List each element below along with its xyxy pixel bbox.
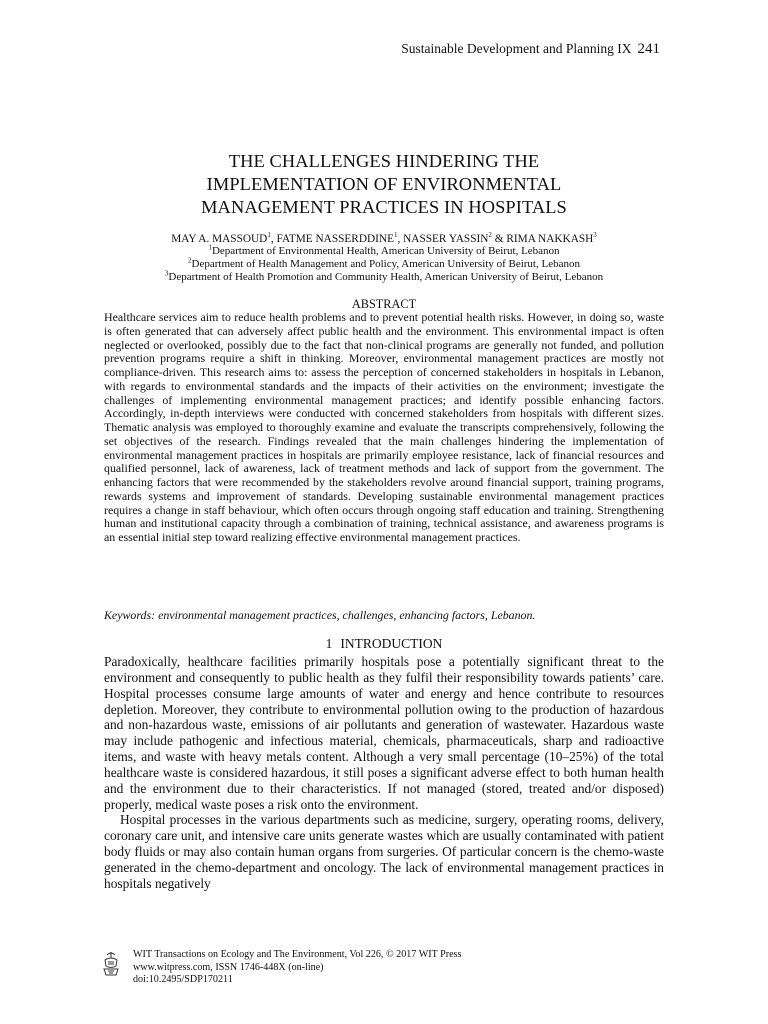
author-name: RIMA NAKKASH (506, 233, 594, 245)
keywords (104, 608, 664, 622)
footer-line: www.witpress.com, ISSN 1746-448X (on-line) (133, 961, 324, 973)
author-separator: , (270, 233, 277, 245)
author-separator: , (397, 233, 404, 245)
title-line: MANAGEMENT PRACTICES IN HOSPITALS (201, 197, 567, 217)
affiliation-text: Department of Health Promotion and Community Health, American University of Beirut, Lebanon (168, 271, 604, 283)
abstract-heading: ABSTRACT (351, 297, 417, 311)
title-line: THE CHALLENGES HINDERING THE (228, 151, 540, 171)
title-line: IMPLEMENTATION OF ENVIRONMENTAL (206, 174, 562, 194)
author-separator: & (491, 233, 507, 245)
section-title: INTRODUCTION (340, 636, 443, 651)
author-affiliation-mark: 2 (488, 231, 492, 240)
abstract-text: Healthcare services aim to reduce health problems and to prevent potential health risks. However, in doing so, waste is often generated that can adversely affect public health and the environment. This environmental impact is often neglected or overlooked, possibly due to the fact that non-clinical programs are generally not funded, and pollution prevention programs require a shift in thinking. Moreover, environmental management practices are mostly not compliance-driven. This research aims to: assess the perception of concerned stakeholders in hospitals in Lebanon, with regards to environmental standards and the impacts of their activities on the environment; investigate the challenges of implementing environmental management practices; and identify possible enhancing factors. Accordingly, in-depth interviews were conducted with concerned stakeholders from hospitals with different sizes. Thematic analysis was employed to thoroughly examine and evaluate the transcripts comprehensively, following the set objectives of the research. Findings revealed that the main challenges hindering the implementation of environmental management practices in hospitals are primarily employee resistance, lack of financial resources and qualified personnel, lack of awareness, lack of treatment methods and lack of support from the government. The enhancing factors that were recommended by the stakeholders revolve around financial support, training programs, rewards systems and improvement of standards. Developing sustainable environmental management practices requires a change in staff behaviour, which often occurs through ongoing staff education and training. Strengthening human and institutional capacity through a combination of training, technical assistance, and awareness programs is an essential initial step toward realizing effective environmental management practices. (104, 310, 664, 544)
affiliation-text: Department of Environmental Health, American University of Beirut, Lebanon (211, 245, 560, 257)
introduction-body (104, 654, 664, 892)
author-affiliation-mark: 1 (267, 231, 271, 240)
affiliation-mark: 2 (188, 256, 192, 265)
body-paragraph: Paradoxically, healthcare facilities primarily hospitals pose a potentially significant threat to the environment and consequently to public health as they fulfil their responsibility towards patients’ care. Hospital processes consume large amounts of water and energy and hence contribute to resources depletion. Moreover, they contribute to environmental pollution owing to the production of hazardous and non-hazardous waste, emissions of air pollutants and generation of wastewater. Hazardous waste may include pathogenic and infectious material, chemicals, pharmaceuticals, sharp and radioactive items, and waste with heavy metals content. Although a very small percentage (10–25%) of the total healthcare waste is considered hazardous, it still poses a significant adverse effect to both human health and the environment due to their characteristics. If not managed (stored, treated and/or disposed) properly, medical waste poses a risk onto the environment. (104, 654, 664, 812)
wit-press-logo-icon (101, 950, 121, 978)
affiliation (104, 258, 664, 272)
footer-line: WIT Transactions on Ecology and The Environment, Vol 226, © 2017 WIT Press (133, 949, 462, 960)
author-name: MAY A. MASSOUD (171, 233, 268, 245)
author-affiliation-mark: 1 (393, 231, 398, 240)
section-number: 1 (325, 636, 333, 651)
author-name: NASSER YASSIN (403, 233, 489, 245)
footer-line: doi:10.2495/SDP170211 (133, 974, 233, 985)
author-affiliation-mark: 3 (593, 231, 597, 240)
keywords-label: Keywords: (104, 608, 156, 622)
affiliation-mark: 3 (164, 269, 169, 278)
running-head (401, 41, 660, 58)
journal-name: Sustainable Development and Planning IX (401, 41, 632, 56)
keywords-text: environmental management practices, challenges, enhancing factors, Lebanon. (158, 608, 536, 622)
affiliation-text: Department of Health Management and Policy, American University of Beirut, Lebanon (191, 258, 580, 270)
paper-title (104, 150, 664, 219)
footer-citation (133, 949, 461, 987)
affiliation (104, 271, 664, 285)
body-paragraph: Hospital processes in the various departments such as medicine, surgery, operating rooms, delivery, coronary care unit, and intensive care units generate wastes which are usually contaminated with patient body fluids or may also contain human organs from surgeries. Of particular concern is the chemo-waste generated in the chemo-department and oncology. The lack of environmental management practices in hospitals negatively (104, 812, 664, 891)
author-name: FATME NASSERDDINE (276, 233, 394, 245)
page-number: 241 (637, 41, 660, 57)
author-list (104, 232, 664, 246)
affiliation-mark: 1 (208, 243, 212, 252)
section-heading-introduction (104, 636, 664, 652)
